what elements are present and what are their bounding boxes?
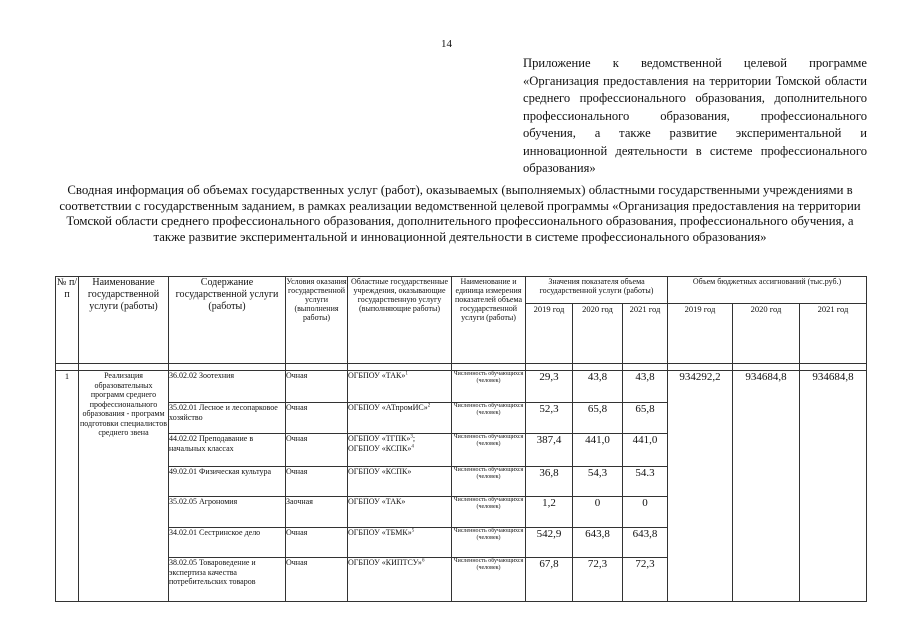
unit-cell: Численность обучающихся (человек) — [452, 467, 526, 497]
header-year: 2019 год — [668, 304, 733, 364]
institution-cell: ОГБПОУ «АТпромИС»$^2$ — [348, 403, 452, 434]
condition-cell: Заочная — [286, 497, 348, 528]
value-2019: 542,9 — [526, 528, 573, 558]
content-cell: 44.02.02 Преподавание в начальных классах — [169, 434, 286, 467]
value-2020: 54,3 — [573, 467, 623, 497]
content-cell: 49.02.01 Физическая культура — [169, 467, 286, 497]
content-cell: 38.02.05 Товароведение и экспертиза качества потребительских товаров — [169, 558, 286, 602]
unit-cell: Численность обучающихся (человек) — [452, 497, 526, 528]
budget-2020: 934684,8 — [733, 371, 800, 602]
value-2021: 43,8 — [623, 371, 668, 403]
value-2020: 72,3 — [573, 558, 623, 602]
header-year: 2021 год — [800, 304, 867, 364]
content-cell: 35.02.01 Лесное и лесопарковое хозяйство — [169, 403, 286, 434]
page-number: 14 — [441, 38, 452, 50]
header-budget-group: Объем бюджетных ассигнований (тыс.руб.) — [668, 277, 867, 304]
value-2021: 441,0 — [623, 434, 668, 467]
condition-cell: Очная — [286, 403, 348, 434]
value-2019: 36,8 — [526, 467, 573, 497]
institution-cell: ОГБПОУ «ТАК»$^1$ — [348, 371, 452, 403]
condition-cell: Очная — [286, 371, 348, 403]
unit-cell: Численность обучающихся (человек) — [452, 558, 526, 602]
value-2021: 643,8 — [623, 528, 668, 558]
value-2020: 441,0 — [573, 434, 623, 467]
row-number: 1 — [56, 371, 79, 602]
value-2019: 387,4 — [526, 434, 573, 467]
condition-cell: Очная — [286, 528, 348, 558]
condition-cell: Очная — [286, 558, 348, 602]
institution-cell: ОГБПОУ «ТБМК»$^5$ — [348, 528, 452, 558]
condition-cell: Очная — [286, 434, 348, 467]
value-2021: 54.3 — [623, 467, 668, 497]
institution-cell: ОГБПОУ «КИПТСУ»$^6$ — [348, 558, 452, 602]
header-num: № п/п — [56, 277, 79, 364]
condition-cell: Очная — [286, 467, 348, 497]
value-2021: 65,8 — [623, 403, 668, 434]
unit-cell: Численность обучающихся (человек) — [452, 434, 526, 467]
value-2021: 0 — [623, 497, 668, 528]
appendix-note: Приложение к ведомственной целевой программе «Организация предоставления на территории Томской области среднего профессионального образования, дополнительного профессионального образования, профессионального обучения, а также развитие экспериментальной и инновационной деятельности в системе профессионального образования» — [523, 56, 867, 175]
header-year: 2020 год — [573, 304, 623, 364]
value-2019: 67,8 — [526, 558, 573, 602]
content-cell: 36.02.02 Зоотехния — [169, 371, 286, 403]
value-2020: 0 — [573, 497, 623, 528]
value-2021: 72,3 — [623, 558, 668, 602]
service-name: Реализация образовательных программ среднего профессионального образования - программ подготовки специалистов среднего звена — [79, 371, 169, 602]
content-cell: 35.02.05 Агрономия — [169, 497, 286, 528]
institution-cell: ОГБПОУ «ТГПК»$^3$; ОГБПОУ «КСПК»$^4$ — [348, 434, 452, 467]
header-service-name: Наименование государственной услуги (работы) — [79, 277, 169, 364]
header-values-group: Значения показателя объема государственной услуги (работы) — [526, 277, 668, 304]
header-institutions: Областные государственные учреждения, оказывающие государственную услугу (выполняющие работы) — [348, 277, 452, 364]
value-2019: 1,2 — [526, 497, 573, 528]
header-conditions: Условия оказания государственной услуги (выполнения работы) — [286, 277, 348, 364]
header-year: 2020 год — [733, 304, 800, 364]
unit-cell: Численность обучающихся (человек) — [452, 371, 526, 403]
value-2020: 643,8 — [573, 528, 623, 558]
services-table — [55, 276, 867, 602]
institution-cell: ОГБПОУ «ТАК» — [348, 497, 452, 528]
institution-cell: ОГБПОУ «КСПК» — [348, 467, 452, 497]
header-unit: Наименование и единица измерения показателей объема государственной услуги (работы) — [452, 277, 526, 364]
header-content: Содержание государственной услуги (работы) — [169, 277, 286, 364]
value-2020: 43,8 — [573, 371, 623, 403]
summary-title: Сводная информация об объемах государственных услуг (работ), оказываемых (выполняемых) областными государственными учреждениями в соответствии с государственным заданием, в рамках реализации ведомственной целевой программы «Организация предоставления на территории Томской области среднего профессионального образования, дополнительного профессионального образования, профессионального обучения, а также развитие экспериментальной и инновационной деятельности в системе профессионального образования» — [59, 183, 861, 244]
value-2019: 52,3 — [526, 403, 573, 434]
budget-2021: 934684,8 — [800, 371, 867, 602]
header-year: 2021 год — [623, 304, 668, 364]
value-2020: 65,8 — [573, 403, 623, 434]
table-row — [56, 371, 867, 403]
value-2019: 29,3 — [526, 371, 573, 403]
unit-cell: Численность обучающихся (человек) — [452, 403, 526, 434]
content-cell: 34.02.01 Сестринское дело — [169, 528, 286, 558]
header-year: 2019 год — [526, 304, 573, 364]
budget-2019: 934292,2 — [668, 371, 733, 602]
unit-cell: Численность обучающихся (человек) — [452, 528, 526, 558]
